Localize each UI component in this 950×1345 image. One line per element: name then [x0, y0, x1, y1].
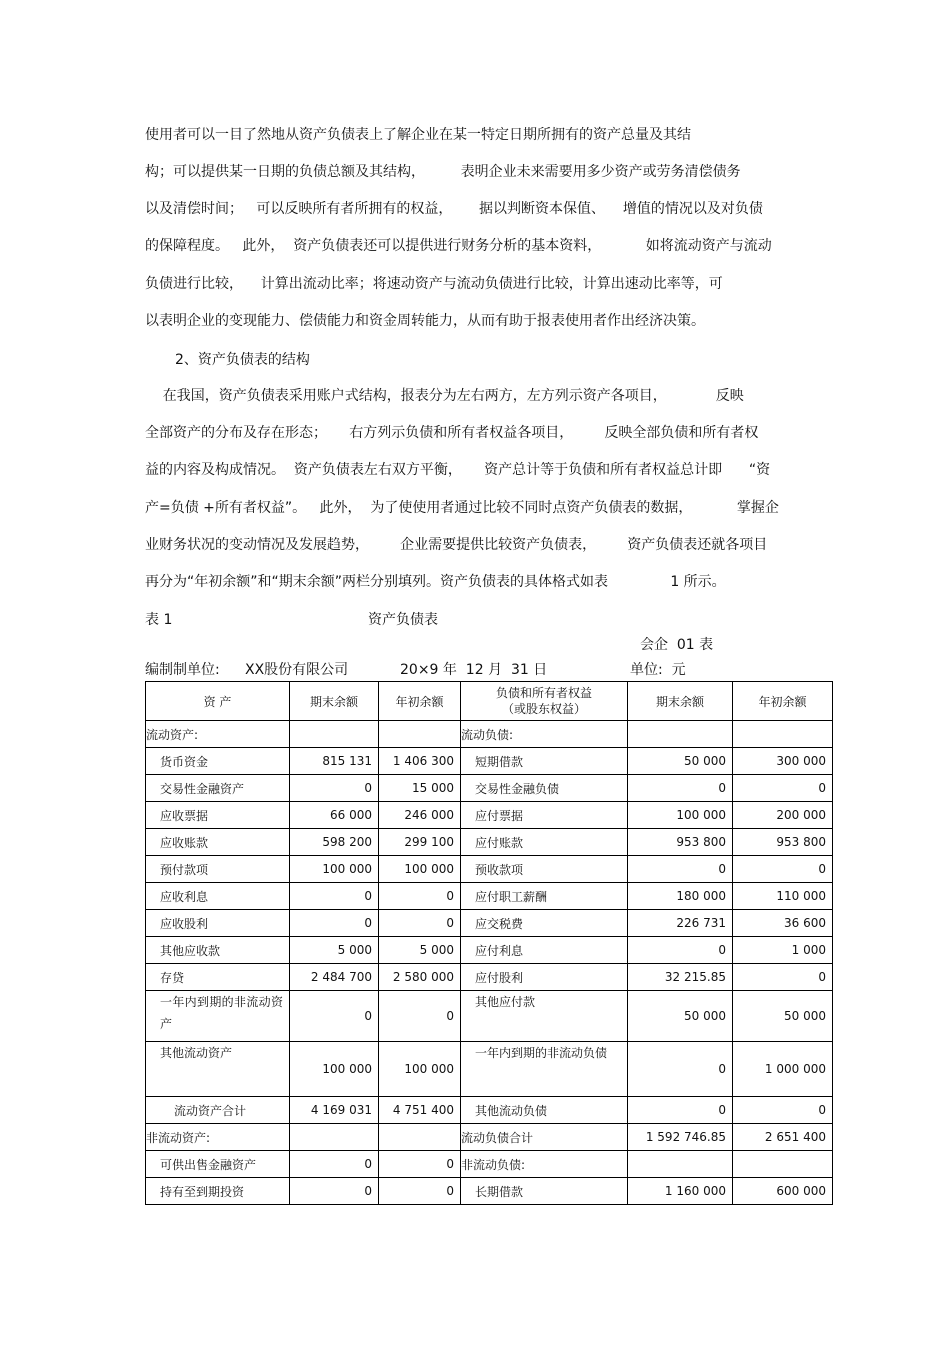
asset-end-value: 100 000: [290, 1042, 379, 1097]
table-number: 表 1: [145, 612, 173, 628]
header-asset: 资 产: [146, 682, 290, 721]
table-row: [146, 937, 833, 964]
asset-label: 非流动资产:: [146, 1124, 290, 1151]
liability-begin-value: 36 600: [733, 910, 833, 937]
asset-label: 货币资金: [146, 748, 290, 775]
table-row: [146, 721, 833, 748]
asset-end-value: 4 169 031: [290, 1097, 379, 1124]
asset-label: 其他流动资产: [146, 1042, 290, 1097]
text-line: 再分为“年初余额”和“期末余额”两栏分别填列。资产负债表的具体格式如表 1 所示。: [145, 574, 726, 590]
asset-label: 应收利息: [146, 883, 290, 910]
asset-begin-value: 0: [379, 910, 461, 937]
text-line: 构；可以提供某一日期的负债总额及其结构， 表明企业未来需要用多少资产或劳务清偿债务: [145, 164, 741, 180]
table-title: 资产负债表: [368, 612, 438, 628]
liability-begin-value: 50 000: [733, 991, 833, 1042]
liability-label: 应付票据: [461, 802, 628, 829]
liability-end-value: 1 592 746.85: [628, 1124, 733, 1151]
table-row: [146, 910, 833, 937]
liability-label: 流动负债合计: [461, 1124, 628, 1151]
asset-begin-value: 15 000: [379, 775, 461, 802]
text-line: 以表明企业的变现能力、偿债能力和资金周转能力，从而有助于报表使用者作出经济决策。: [145, 313, 705, 329]
asset-label: 应收账款: [146, 829, 290, 856]
liability-begin-value: 0: [733, 964, 833, 991]
header-end-balance-right: 期末余额: [628, 682, 733, 721]
liability-label: 非流动负债:: [461, 1151, 628, 1178]
asset-label: 可供出售金融资产: [146, 1151, 290, 1178]
asset-begin-value: 2 580 000: [379, 964, 461, 991]
asset-end-value: 0: [290, 1151, 379, 1178]
asset-begin-value: 4 751 400: [379, 1097, 461, 1124]
asset-label: 一年内到期的非流动资产: [146, 991, 290, 1042]
text-line: 使用者可以一目了然地从资产负债表上了解企业在某一特定日期所拥有的资产总量及其结: [145, 127, 691, 143]
liability-begin-value: 1 000 000: [733, 1042, 833, 1097]
asset-label: 流动资产合计: [146, 1097, 290, 1124]
liability-end-value: 1 160 000: [628, 1178, 733, 1205]
liability-begin-value: 1 000: [733, 937, 833, 964]
liability-label: 应交税费: [461, 910, 628, 937]
asset-label: 预付款项: [146, 856, 290, 883]
liability-begin-value: 0: [733, 1097, 833, 1124]
table-row: [146, 829, 833, 856]
header-liab-line2: （或股东权益）: [501, 702, 586, 716]
liability-label: 其他应付款: [461, 991, 628, 1042]
text-line: 在我国，资产负债表采用账户式结构，报表分为左右两方，左方列示资产各项目， 反映: [145, 388, 744, 404]
table-row: [146, 991, 833, 1042]
liability-label: 应付利息: [461, 937, 628, 964]
liability-label: 长期借款: [461, 1178, 628, 1205]
table-row: [146, 1124, 833, 1151]
balance-sheet-table: [145, 681, 833, 1205]
text-line: 产=负债 +所有者权益”。 此外， 为了使使用者通过比较不同时点资产负债表的数据， 掌握企: [145, 500, 779, 516]
liability-label: 短期借款: [461, 748, 628, 775]
asset-end-value: 0: [290, 991, 379, 1042]
liability-end-value: 0: [628, 1042, 733, 1097]
table-row: [146, 1042, 833, 1097]
liability-end-value: 100 000: [628, 802, 733, 829]
asset-end-value: 2 484 700: [290, 964, 379, 991]
asset-begin-value: 299 100: [379, 829, 461, 856]
table-row: [146, 1151, 833, 1178]
liability-begin-value: 0: [733, 856, 833, 883]
company-name: XX股份有限公司: [245, 662, 349, 678]
liability-label: 应付账款: [461, 829, 628, 856]
table-row: [146, 775, 833, 802]
liability-end-value: 0: [628, 856, 733, 883]
report-date: 20×9 年 12 月 31 日: [400, 662, 548, 678]
asset-begin-value: 100 000: [379, 1042, 461, 1097]
liability-end-value: 50 000: [628, 748, 733, 775]
liability-label: 应付职工薪酬: [461, 883, 628, 910]
asset-end-value: [290, 1124, 379, 1151]
liability-end-value: 180 000: [628, 883, 733, 910]
asset-begin-value: 0: [379, 1151, 461, 1178]
asset-label: 交易性金融资产: [146, 775, 290, 802]
header-liabilities: [461, 682, 628, 721]
liability-begin-value: 953 800: [733, 829, 833, 856]
header-end-balance: 期末余额: [290, 682, 379, 721]
unit-label: 编制制单位:: [145, 662, 220, 678]
header-begin-balance: 年初余额: [379, 682, 461, 721]
table-row: [146, 1178, 833, 1205]
table-row: [146, 1097, 833, 1124]
liability-end-value: 0: [628, 775, 733, 802]
currency-unit: 单位: 元: [630, 662, 686, 678]
text-line: 以及清偿时间； 可以反映所有者所拥有的权益， 据以判断资本保值、 增值的情况以及对负债: [145, 201, 763, 217]
asset-begin-value: 1 406 300: [379, 748, 461, 775]
liability-begin-value: 600 000: [733, 1178, 833, 1205]
asset-begin-value: 100 000: [379, 856, 461, 883]
liability-label: 预收款项: [461, 856, 628, 883]
table-header-row: [146, 682, 833, 721]
asset-end-value: 0: [290, 775, 379, 802]
asset-end-value: 5 000: [290, 937, 379, 964]
section-heading: 2、资产负债表的结构: [175, 352, 310, 368]
text-line: 负债进行比较， 计算出流动比率；将速动资产与流动负债进行比较，计算出速动比率等，可: [145, 276, 723, 292]
asset-begin-value: 246 000: [379, 802, 461, 829]
liability-end-value: 0: [628, 1097, 733, 1124]
asset-label: 应收票据: [146, 802, 290, 829]
liability-end-value: [628, 721, 733, 748]
table-row: [146, 748, 833, 775]
liability-end-value: 226 731: [628, 910, 733, 937]
liability-begin-value: 2 651 400: [733, 1124, 833, 1151]
liability-begin-value: 300 000: [733, 748, 833, 775]
asset-end-value: 0: [290, 883, 379, 910]
table-row: [146, 802, 833, 829]
liability-end-value: 32 215.85: [628, 964, 733, 991]
asset-begin-value: 0: [379, 1178, 461, 1205]
liability-end-value: 953 800: [628, 829, 733, 856]
liability-end-value: 0: [628, 937, 733, 964]
liability-label: 一年内到期的非流动负债: [461, 1042, 628, 1097]
asset-begin-value: 5 000: [379, 937, 461, 964]
table-row: [146, 856, 833, 883]
liability-label: 交易性金融负债: [461, 775, 628, 802]
text-line: 全部资产的分布及存在形态； 右方列示负债和所有者权益各项目， 反映全部负债和所有者权: [145, 425, 759, 441]
liability-end-value: 50 000: [628, 991, 733, 1042]
liability-begin-value: 0: [733, 775, 833, 802]
asset-end-value: [290, 721, 379, 748]
text-line: 益的内容及构成情况。 资产负债表左右双方平衡， 资产总计等于负债和所有者权益总计即 “资: [145, 462, 771, 478]
asset-begin-value: [379, 1124, 461, 1151]
header-liab-line1: 负债和所有者权益: [495, 686, 592, 700]
liability-label: 其他流动负债: [461, 1097, 628, 1124]
liability-begin-value: 200 000: [733, 802, 833, 829]
asset-end-value: 0: [290, 910, 379, 937]
table-row: [146, 883, 833, 910]
asset-begin-value: [379, 721, 461, 748]
asset-label: 其他应收款: [146, 937, 290, 964]
liability-label: 流动负债:: [461, 721, 628, 748]
asset-label: 流动资产:: [146, 721, 290, 748]
asset-begin-value: 0: [379, 991, 461, 1042]
liability-end-value: [628, 1151, 733, 1178]
liability-begin-value: 110 000: [733, 883, 833, 910]
text-line: 的保障程度。 此外， 资产负债表还可以提供进行财务分析的基本资料， 如将流动资产与流动: [145, 238, 772, 254]
header-begin-balance-right: 年初余额: [733, 682, 833, 721]
asset-end-value: 66 000: [290, 802, 379, 829]
asset-begin-value: 0: [379, 883, 461, 910]
liability-begin-value: [733, 1151, 833, 1178]
liability-begin-value: [733, 721, 833, 748]
liability-label: 应付股利: [461, 964, 628, 991]
asset-label: 应收股利: [146, 910, 290, 937]
asset-end-value: 100 000: [290, 856, 379, 883]
asset-end-value: 0: [290, 1178, 379, 1205]
asset-label: 持有至到期投资: [146, 1178, 290, 1205]
text-line: 业财务状况的变动情况及发展趋势， 企业需要提供比较资产负债表， 资产负债表还就各项目: [145, 537, 768, 553]
table-row: [146, 964, 833, 991]
asset-label: 存贷: [146, 964, 290, 991]
asset-end-value: 815 131: [290, 748, 379, 775]
form-code: 会企 01 表: [640, 637, 714, 653]
asset-end-value: 598 200: [290, 829, 379, 856]
